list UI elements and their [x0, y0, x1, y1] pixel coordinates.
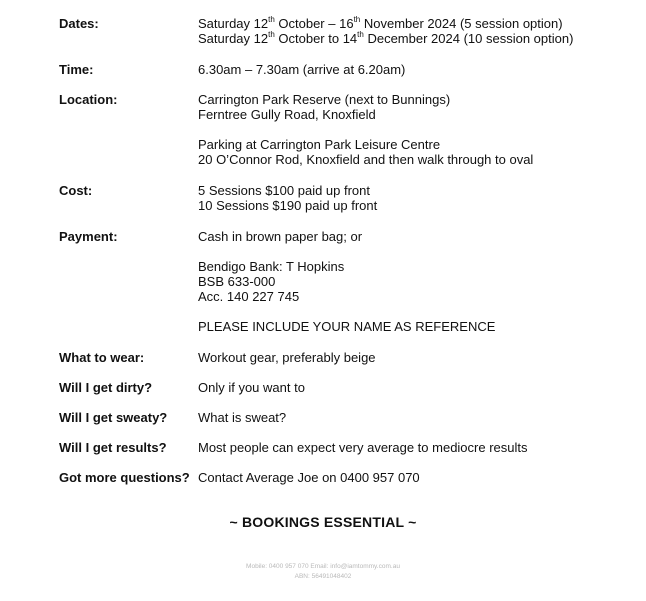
dates-value	[198, 16, 573, 46]
faq-answer: Most people can expect very average to mediocre results	[198, 440, 528, 455]
location-label: Location:	[59, 92, 118, 107]
payment-bsb: BSB 633-000	[198, 274, 276, 289]
cost-label: Cost:	[59, 183, 93, 198]
time-label: Time:	[59, 62, 94, 77]
payment-account: Acc. 140 227 745	[198, 289, 300, 304]
time-value: 6.30am – 7.30am (arrive at 6.20am)	[198, 62, 406, 77]
payment-reference-note: PLEASE INCLUDE YOUR NAME AS REFERENCE	[198, 319, 496, 334]
faq-answer: What is sweat?	[198, 410, 287, 425]
faq-answer: Only if you want to	[198, 380, 305, 395]
location-line-2: Ferntree Gully Road, Knoxfield	[198, 107, 376, 122]
payment-bank: Bendigo Bank: T Hopkins	[198, 259, 345, 274]
faq-question: Will I get sweaty?	[59, 410, 168, 425]
location-value	[198, 92, 533, 167]
cost-line-1: 5 Sessions $100 paid up front	[198, 183, 371, 198]
parking-line-2: 20 O’Connor Rod, Knoxfield and then walk through to oval	[198, 152, 534, 167]
dates-line-1: Saturday 12th October – 16th November 2024 (5 session option)	[198, 14, 563, 31]
parking-line-1: Parking at Carrington Park Leisure Centre	[198, 137, 441, 152]
cost-line-2: 10 Sessions $190 paid up front	[198, 198, 378, 213]
footer-contact: Mobile: 0400 957 070 Email: info@iamtommy.com.au	[246, 563, 400, 570]
faq-answer: Contact Average Joe on 0400 957 070	[198, 470, 420, 485]
dates-line-2: Saturday 12th October to 14th December 2024 (10 session option)	[198, 29, 574, 46]
faq-question: Got more questions?	[59, 470, 190, 485]
dates-label: Dates:	[59, 16, 99, 31]
faq-question: What to wear:	[59, 350, 145, 365]
footer-abn: ABN: 56491048402	[294, 573, 352, 580]
payment-cash: Cash in brown paper bag; or	[198, 229, 363, 244]
payment-label: Payment:	[59, 229, 118, 244]
faq-question: Will I get dirty?	[59, 380, 153, 395]
location-line-1: Carrington Park Reserve (next to Bunnings)	[198, 92, 451, 107]
bookings-essential-banner: ~ BOOKINGS ESSENTIAL ~	[229, 514, 417, 530]
cost-value	[198, 183, 377, 213]
payment-value	[198, 229, 495, 334]
faq-answer: Workout gear, preferably beige	[198, 350, 376, 365]
faq-question: Will I get results?	[59, 440, 167, 455]
